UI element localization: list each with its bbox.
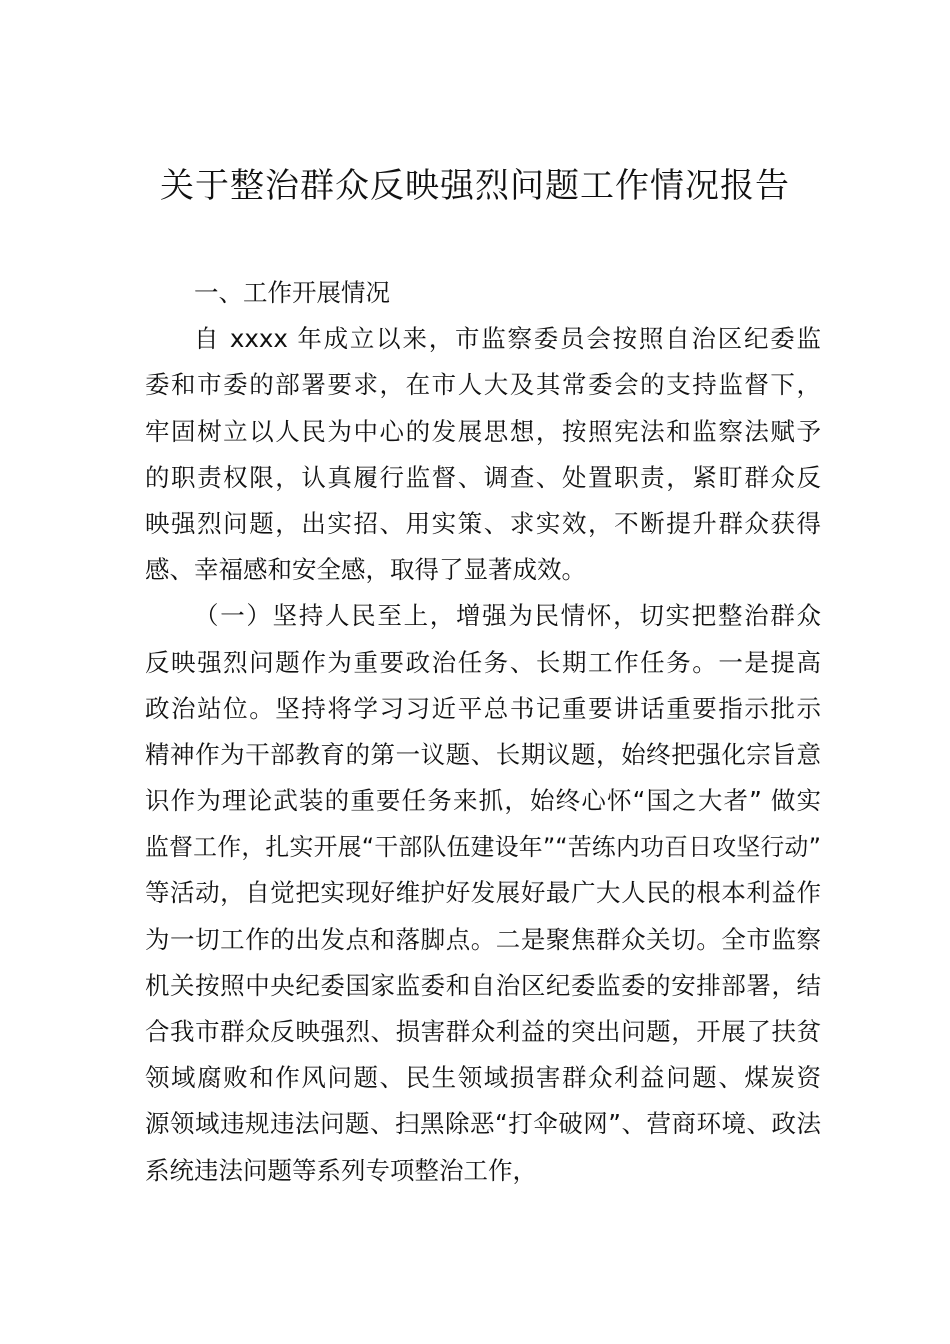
paragraph-line: 反映强烈问题作为重要政治任务、长期工作任务。一是提高	[145, 647, 821, 677]
paragraph-line: 委和市委的部署要求，在市人大及其常委会的支持监督下，	[145, 370, 821, 400]
paragraph-line: 机关按照中央纪委国家监委和自治区纪委监委的安排部署，结	[145, 970, 821, 1000]
paragraph-line: 合我市群众反映强烈、损害群众利益的突出问题，开展了扶贫	[145, 1017, 821, 1046]
paragraph-line: 为一切工作的出发点和落脚点。二是聚焦群众关切。全市监察	[145, 924, 821, 954]
paragraph-line: 识作为理论武装的重要任务来抓，始终心怀“国之大者” 做实	[145, 786, 821, 816]
section-heading: 一、工作开展情况	[194, 278, 390, 307]
paragraph-line: 感、幸福感和安全感，取得了显著成效。	[145, 555, 586, 585]
document-title: 关于整治群众反映强烈问题工作情况报告	[160, 166, 790, 206]
paragraph-line: 系统违法问题等系列专项整治工作，	[145, 1155, 537, 1185]
paragraph-line: 精神作为干部教育的第一议题、长期议题，始终把强化宗旨意	[145, 739, 821, 769]
paragraph-line: （一）坚持人民至上，增强为民情怀，切实把整治群众	[194, 601, 821, 631]
paragraph-line: 的职责权限，认真履行监督、调查、处置职责，紧盯群众反	[145, 462, 821, 492]
paragraph-line: 自 xxxx 年成立以来，市监察委员会按照自治区纪委监	[194, 324, 821, 354]
paragraph-line: 牢固树立以人民为中心的发展思想，按照宪法和监察法赋予	[145, 416, 821, 446]
paragraph-line: 监督工作，扎实开展“干部队伍建设年”“苦练内功百日攻坚行动”	[145, 833, 821, 862]
paragraph-line: 等活动，自觉把实现好维护好发展好最广大人民的根本利益作	[145, 878, 821, 908]
document-body	[145, 270, 821, 1194]
paragraph-line: 领域腐败和作风问题、民生领域损害群众利益问题、煤炭资	[145, 1063, 821, 1093]
paragraph-line: 政治站位。坚持将学习习近平总书记重要讲话重要指示批示	[145, 693, 821, 723]
paragraph-line: 源领域违规违法问题、扫黑除恶“打伞破网”、营商环境、政法	[145, 1109, 821, 1139]
paragraph-line: 映强烈问题，出实招、用实策、求实效，不断提升群众获得	[145, 508, 821, 538]
